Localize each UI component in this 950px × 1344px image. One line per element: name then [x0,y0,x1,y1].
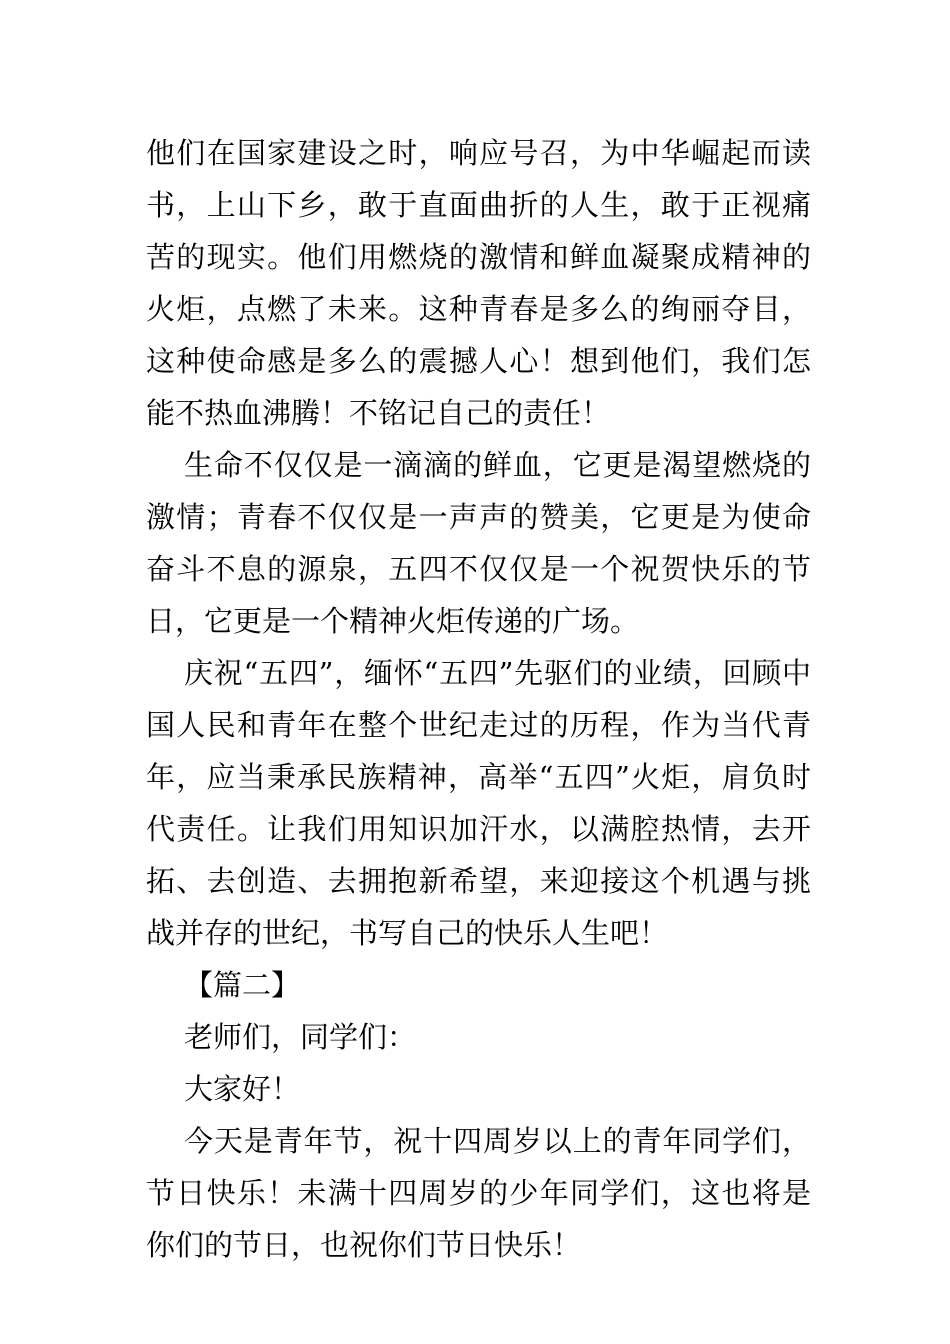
section-heading-part-two: 【篇二】 [184,968,301,1002]
document-body [146,127,811,1271]
paragraph-youth-day: 今天是青年节，祝十四周岁以上的青年同学们，节日快乐！未满十四周岁的少年同学们，这也将是你们的节日，也祝你们节日快乐！ [146,1124,811,1262]
paragraph-continuation: 他们在国家建设之时，响应号召，为中华崛起而读书，上山下乡，敢于直面曲折的人生，敢于正视痛苦的现实。他们用燃烧的激情和鲜血凝聚成精神的火炬，点燃了未来。这种青春是多么的绚丽夺目，这种使命感是多么的震撼人心！想到他们，我们怎能不热血沸腾！不铭记自己的责任！ [146,136,811,430]
salutation: 老师们，同学们： [184,1020,417,1054]
paragraph-celebrate-may-fourth: 庆祝“五四”，缅怀“五四”先驱们的业绩，回顾中国人民和青年在整个世纪走过的历程，作为当代青年，应当秉承民族精神，高举“五四”火炬，肩负时代责任。让我们用知识加汗水，以满腔热情，去开拓、去创造、去拥抱新希望，来迎接这个机遇与挑战并存的世纪，书写自己的快乐人生吧！ [146,656,811,950]
greeting: 大家好！ [184,1072,301,1106]
paragraph-life-youth: 生命不仅仅是一滴滴的鲜血，它更是渴望燃烧的激情；青春不仅仅是一声声的赞美，它更是为使命奋斗不息的源泉，五四不仅仅是一个祝贺快乐的节日，它更是一个精神火炬传递的广场。 [146,448,811,638]
